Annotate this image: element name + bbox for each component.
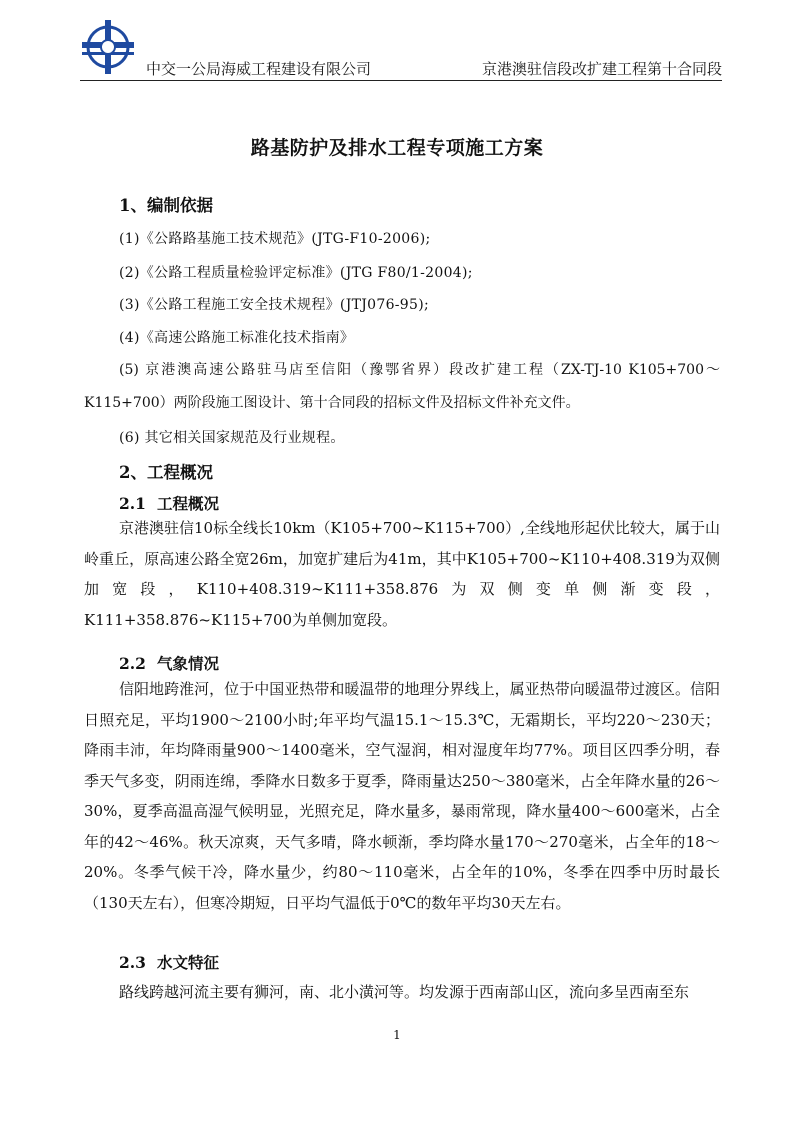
subsection-title: 工程概况 <box>157 494 220 513</box>
subsection-heading-2-3 <box>119 951 219 973</box>
document-title: 路基防护及排水工程专项施工方案 <box>250 137 544 159</box>
subsection-number: 2.2 <box>119 654 146 673</box>
section-heading-1: 1、编制依据 <box>119 196 213 215</box>
reference-item-3: (3)《公路工程施工安全技术规程》(JTJ076-95); <box>119 297 429 313</box>
reference-item-2: (2)《公路工程质量检验评定标准》(JTG F80/1-2004); <box>119 265 473 281</box>
company-logo-icon <box>80 18 136 76</box>
subsection-number: 2.1 <box>119 494 146 513</box>
subsection-heading-2-2 <box>119 652 219 674</box>
subsection-heading-2-1 <box>119 492 219 514</box>
subsection-number: 2.3 <box>119 953 146 972</box>
page-number: 1 <box>393 1028 401 1042</box>
project-name: 京港澳驻信段改扩建工程第十合同段 <box>481 60 722 78</box>
company-name: 中交一公局海威工程建设有限公司 <box>146 60 372 78</box>
reference-item-1: (1)《公路路基施工技术规范》(JTG-F10-2006); <box>119 231 431 247</box>
paragraph-hydrology: 路线跨越河流主要有狮河，南、北小潢河等。均发源于西南部山区，流向多呈西南至东 <box>119 983 690 1001</box>
subsection-title: 气象情况 <box>157 654 220 673</box>
paragraph-climate: 信阳地跨淮河，位于中国亚热带和暖温带的地理分界线上，属亚热带向暖温带过渡区。信阳日照充足，平均1900～2100小时;年平均气温15.1～15.3℃，无霜期长，平均220～230天；降雨丰沛，年均降雨量900～1400毫米，空气湿润，相对湿度年均77%。项目区四季分明，春季天气多变，阴雨连绵，季降水日数多于夏季，降雨量达250～380毫米，占全年降水量的26～30%，夏季高温高湿气候明显，光照充足，降水量多，暴雨常现，降水量400～600毫米，占全年的42～46%。秋天凉爽，天气多晴，降水顿渐，季均降水量170～270毫米，占全年的18～20%。冬季气候干冷，降水量少，约80～110毫米，占全年的10%，冬季在四季中历时最长（130天左右），但寒冷期短，日平均气温低于0℃的数年平均30天左右。 <box>84 680 720 912</box>
reference-item-6: (6) 其它相关国家规范及行业规程。 <box>119 430 345 446</box>
reference-item-5: (5) 京港澳高速公路驻马店至信阳（豫鄂省界）段改扩建工程（ZX-TJ-10 K105+700～K115+700）两阶段施工图设计、第十合同段的招标文件及招标文件补充文件。 <box>84 362 720 411</box>
reference-item-4: (4)《高速公路施工标准化技术指南》 <box>119 330 355 346</box>
subsection-title: 水文特征 <box>157 953 220 972</box>
page-header <box>80 18 722 81</box>
section-heading-2: 2、工程概况 <box>119 463 213 482</box>
paragraph-project-overview: 京港澳驻信10标全线长10km（K105+700~K115+700）,全线地形起伏比较大，属于山岭重丘，原高速公路全宽26m，加宽扩建后为41m，其中K105+700~K110+408.319为双侧加宽段，K110+408.319~K111+358.876为双侧变单侧渐变段，K111+358.876~K115+700为单侧加宽段。 <box>84 519 720 629</box>
